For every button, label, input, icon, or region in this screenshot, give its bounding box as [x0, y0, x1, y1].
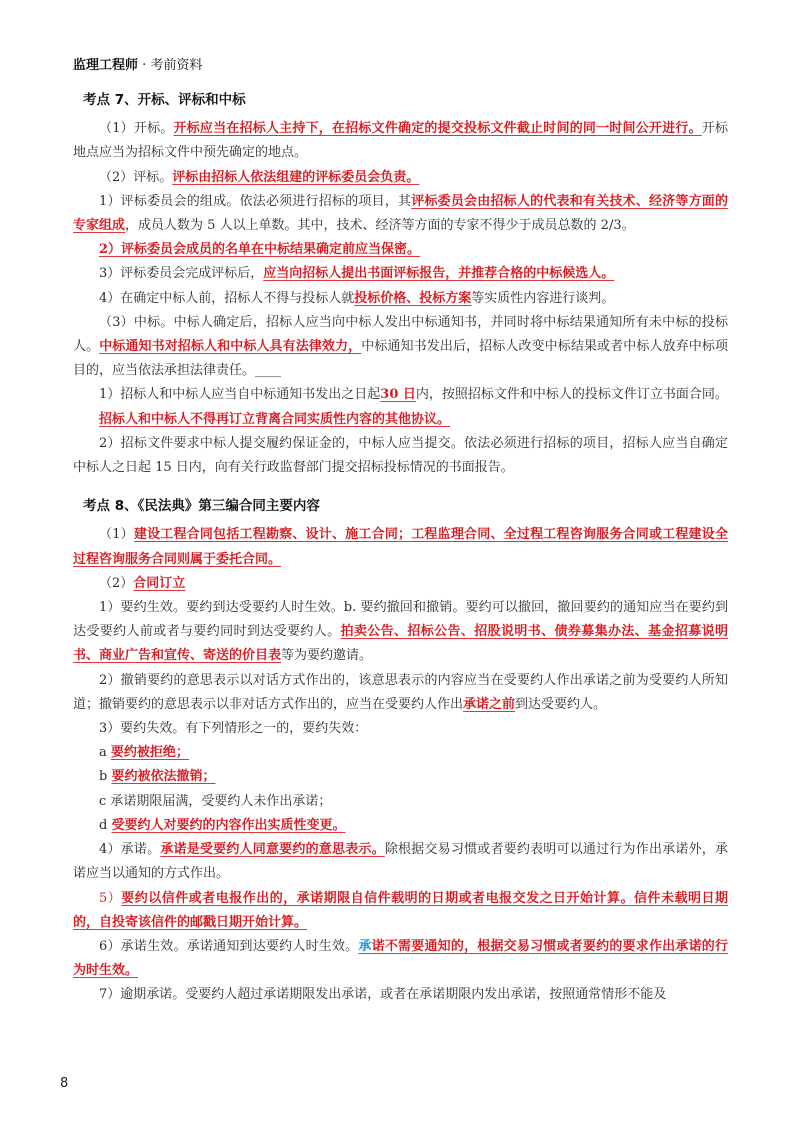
list-item-b	[73, 765, 728, 789]
paragraph-confidential-list	[73, 238, 728, 262]
text-span: a	[99, 745, 111, 761]
page-content	[73, 88, 728, 1008]
text-span: c 承诺期限届满，受要约人未作出承诺；	[99, 793, 332, 809]
highlight-span: 30 日	[380, 387, 416, 403]
paragraph-contract-types	[73, 523, 728, 571]
text-span: 内，按照招标文件和中标人的投标文件订立书面合同。	[415, 387, 728, 403]
text-span: 1）招标人和中标人应当自中标通知书发出之日起	[99, 387, 381, 403]
highlight-span: 开标应当在招标人主持下，在招标文件确定的提交投标文件截止时间的同一时间公开进行。	[173, 121, 702, 137]
paragraph-offer-revocation	[73, 669, 728, 717]
text-span: 中标通知书发出后，招标人改变中标结果或者中标人放弃中标项目的，应当依法承担法律责任。____	[73, 339, 728, 379]
text-span: （2）评标。	[99, 169, 173, 185]
text-span: ，成员人数为 5 人以上单数。其中，技术、经济等方面的专家不得少于成员总数的 2/3。	[125, 218, 635, 234]
page-number: 8	[60, 1076, 69, 1091]
highlight-span: 要约被依法撤销；	[111, 769, 216, 785]
highlight-span: 要约被拒绝；	[110, 745, 189, 761]
paragraph-evaluation	[73, 166, 728, 190]
text-span: 3）要约失效。有下列情形之一的，要约失效：	[99, 721, 368, 737]
paragraph-contract-signing	[73, 383, 728, 407]
text-span: 4）在确定中标人前，招标人不得与投标人就	[99, 290, 355, 306]
paragraph-offer-effective	[73, 596, 728, 669]
paragraph-committee-composition	[73, 190, 728, 238]
highlight-span: 应当向招标人提出书面评标报告，并推荐合格的中标候选人。	[263, 266, 615, 282]
text-span: 3）评标委员会完成评标后，	[99, 266, 264, 282]
highlight-span: 拍卖公告、招标公告、招股说明书、债券募集办法、基金招募说明书、商业广告和宣传、寄送的价目表	[73, 624, 728, 664]
paragraph-acceptance	[73, 838, 728, 886]
highlight-span: 招标人和中标人不得再订立背离合同实质性内容的其他协议。	[99, 411, 451, 427]
paragraph-evaluation-report	[73, 262, 728, 286]
text-span: d	[99, 817, 112, 833]
page-header	[73, 54, 202, 73]
header-dot: ·	[142, 58, 147, 73]
text-span: 7）逾期承诺。受要约人超过承诺期限发出承诺，或者在承诺期限内发出承诺，按照通常情形不能及	[99, 987, 667, 1003]
text-span: 等实质性内容进行谈判。	[471, 290, 615, 306]
highlight-span: 合同订立	[133, 575, 186, 591]
highlight-span: 中标通知书对招标人和中标人具有法律效力，	[99, 339, 362, 355]
text-span: 到达受要约人。	[515, 696, 607, 712]
text-span: 等为要约邀请。	[281, 648, 373, 664]
text-span: 2）撤销要约的意思表示以对话方式作出的，该意思表示的内容应当在受要约人作出承诺之前为受要约人所知道；撤销要约的意思表示以非对话方式作出的，应当在受要约人作出	[73, 672, 728, 712]
highlight-span: 诺不需要通知的，根据交易习惯或者要约的要求作出承诺的行为时生效。	[73, 938, 728, 979]
text-span: 除根据交易习惯或者要约表明可以通过行为作出承诺外，承诺应当以通知的方式作出。	[73, 842, 728, 882]
highlight-span: 承诺是受要约人同意要约的意思表示。	[160, 842, 385, 858]
highlight-span: 承诺之前	[463, 696, 516, 712]
text-span: 5）	[99, 890, 122, 906]
list-item-a	[73, 741, 728, 765]
text-span: （3）中标。中标人确定后，招标人应当向中标人发出中标通知书，并同时将中标结果通知所有未中标的投标人。	[73, 314, 728, 355]
text-span: （1）	[99, 527, 134, 543]
list-item-c	[73, 790, 728, 814]
section-8-title: 考点 8、《民法典》第三编合同主要内容	[83, 498, 320, 515]
text-span: （2）	[99, 575, 134, 591]
header-subtitle: 考前资料	[150, 58, 203, 73]
section-7-title: 考点 7、开标、评标和中标	[83, 92, 246, 108]
list-item-d	[73, 814, 728, 838]
highlight-span: 2）评标委员会成员的名单在中标结果确定前应当保密。	[99, 242, 421, 258]
text-span: （1）开标。	[99, 121, 174, 137]
text-span: 1）评标委员会的组成。依法必须进行招标的项目，其	[99, 193, 412, 209]
highlight-span: 投标价格、投标方案	[354, 290, 472, 306]
highlight-span: 建设工程合同包括工程勘察、设计、施工合同；工程监理合同、全过程工程咨询服务合同或工程建设全过程咨询服务合同则属于委托合同。	[73, 527, 728, 567]
paragraph-performance-bond	[73, 432, 728, 480]
paragraph-acceptance-effective	[73, 935, 728, 983]
paragraph-award	[73, 311, 728, 384]
paragraph-contract-formation	[73, 572, 728, 596]
text-span: 4）承诺。	[99, 842, 161, 858]
paragraph-no-negotiation	[73, 287, 728, 311]
paragraph-offer-lapse	[73, 717, 728, 741]
text-span: 1）要约生效。要约到达受要约人时生效。b. 要约撤回和撤销。要约可以撤回，撤回要约的通知应当在要约到达受要约人前或者与要约同时到达受要约人。	[73, 600, 728, 640]
paragraph-late-acceptance	[73, 983, 728, 1007]
header-title: 监理工程师	[73, 58, 139, 73]
text-span: b	[99, 769, 112, 785]
text-span: 6）承诺生效。承诺通知到达要约人时生效。	[99, 938, 359, 954]
text-span: 开标地点应当为招标文件中预先确定的地点。	[73, 121, 728, 161]
highlight-span: 评标由招标人依法组建的评标委员会负责。	[172, 169, 420, 185]
paragraph-opening	[73, 117, 728, 165]
highlight-span: 评标委员会由招标人的代表和有关技术、经济等方面的专家组成	[73, 193, 728, 234]
highlight-span: 受要约人对要约的内容作出实质性变更。	[111, 817, 346, 833]
highlight-span: 要约以信件或者电报作出的，承诺期限自信件载明的日期或者电报交发之日开始计算。信件未载明日期的，自投寄该信件的邮戳日期开始计算。	[73, 890, 728, 930]
text-span: 2）招标文件要求中标人提交履约保证金的，中标人应当提交。依法必须进行招标的项目，招标人应当自确定中标人之日起 15 日内，向有关行政监督部门提交招标投标情况的书面报告。	[73, 435, 728, 476]
paragraph-no-other-agreement	[73, 408, 728, 432]
paragraph-acceptance-period	[73, 887, 728, 935]
highlight-span: 承	[358, 938, 372, 954]
